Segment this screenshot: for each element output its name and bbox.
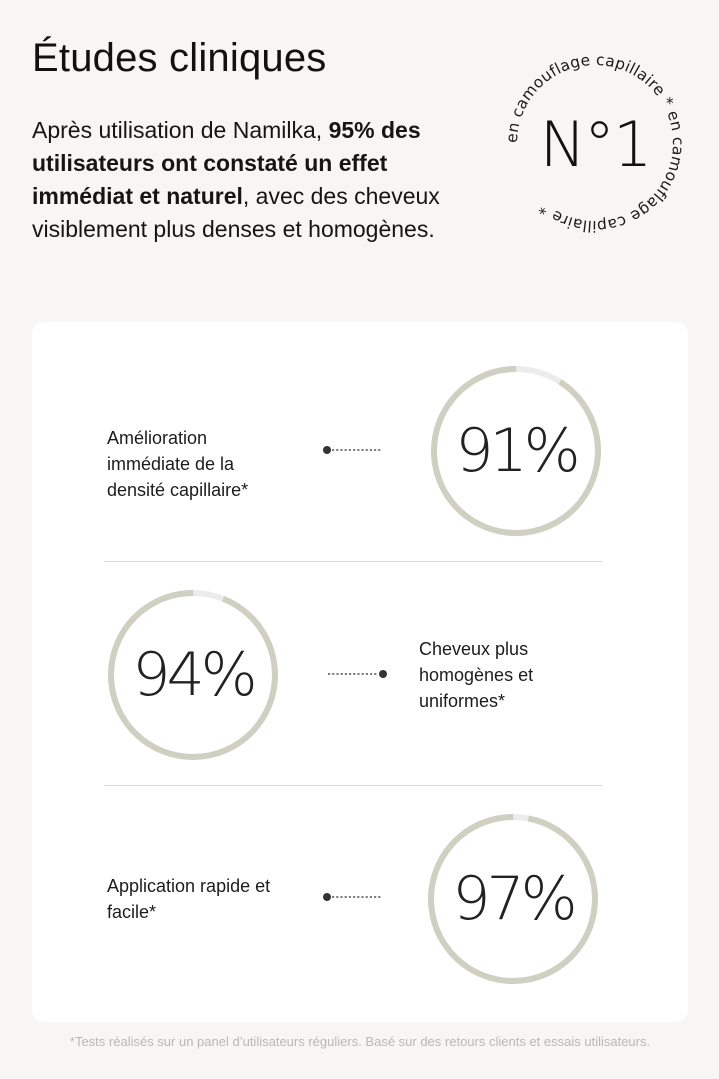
progress-ring-application	[425, 811, 601, 987]
stat-label-homogeneity: Cheveux plus homogènes et uniformes*	[419, 639, 534, 711]
badge-main-text: N°1	[539, 108, 651, 181]
intro-paragraph	[32, 114, 442, 246]
stat-label-application: Application rapide et facile*	[107, 876, 271, 922]
intro-highlight: 95% des utilisateurs ont constaté un effet immédiat et naturel	[32, 117, 421, 209]
divider	[104, 561, 602, 562]
connector-line	[322, 892, 382, 902]
stat-row-application	[32, 790, 688, 1014]
no1-badge	[500, 48, 690, 238]
divider	[104, 785, 602, 786]
intro-text-end: , avec des cheveux visiblement plus denses et homogènes.	[32, 183, 440, 242]
connector-line	[328, 669, 388, 679]
stat-percent-homogeneity: 94%	[132, 640, 254, 710]
stats-card	[32, 322, 688, 1022]
intro-text: Après utilisation de Namilka,	[32, 117, 329, 143]
badge-ring-text: en camouflage capillaire * en camouflage capillaire *	[502, 50, 688, 236]
stat-percent-application: 97%	[452, 864, 574, 934]
page-title: Études cliniques	[32, 36, 327, 80]
stat-label-density: Amélioration immédiate de la densité capillaire*	[107, 428, 249, 500]
progress-ring-homogeneity	[105, 587, 281, 763]
stat-percent-density: 91%	[455, 416, 577, 486]
footnote: *Tests réalisés sur un panel d’utilisateurs réguliers. Basé sur des retours clients et essais utilisateurs.	[69, 1034, 651, 1049]
progress-ring-density	[428, 363, 604, 539]
stat-row-homogeneity	[32, 566, 688, 790]
stat-row-density	[32, 342, 688, 566]
connector-line	[322, 445, 382, 455]
